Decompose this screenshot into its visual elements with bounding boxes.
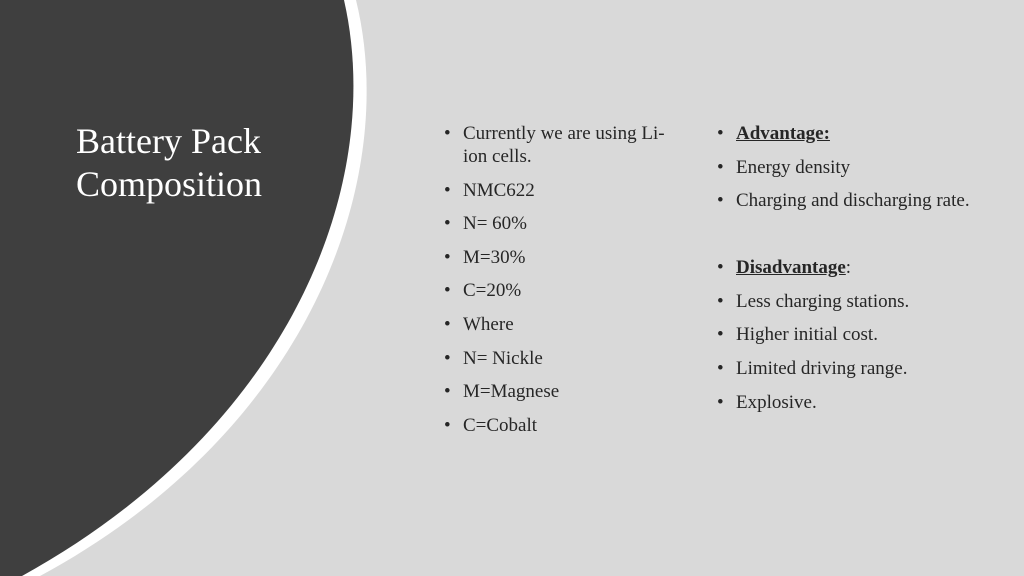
list-item: • Higher initial cost. xyxy=(717,323,987,346)
list-item: • C=20% xyxy=(444,279,684,302)
title-line-2: Composition xyxy=(76,164,263,204)
list-item: • Explosive. xyxy=(717,391,987,414)
list-item: • N= Nickle xyxy=(444,347,684,370)
disadvantage-heading: Disadvantage xyxy=(736,257,846,279)
dark-panel xyxy=(0,0,353,576)
list-item: • M=Magnese xyxy=(444,380,684,403)
title-line-1: Battery Pack xyxy=(76,121,261,161)
disadvantage-heading-item xyxy=(717,256,987,279)
list-item: • M=30% xyxy=(444,246,684,269)
disadvantage-colon: : xyxy=(845,257,852,279)
pros-cons-list xyxy=(717,122,987,424)
list-item: • C=Cobalt xyxy=(444,414,684,437)
advantage-heading: Advantage: xyxy=(736,123,830,144)
list-item: • Energy density xyxy=(717,156,987,179)
composition-list xyxy=(444,122,684,447)
list-item: • Currently we are using Li-ion cells. xyxy=(444,122,684,168)
list-item: • Limited driving range. xyxy=(717,357,987,380)
list-item: • Where xyxy=(444,313,684,336)
list-item: • Less charging stations. xyxy=(717,290,987,313)
list-item: • N= 60% xyxy=(444,212,684,235)
advantage-heading-item xyxy=(717,122,987,145)
list-item: • Charging and discharging rate. xyxy=(717,189,987,212)
slide-title xyxy=(76,120,346,206)
list-item: • NMC622 xyxy=(444,179,684,202)
